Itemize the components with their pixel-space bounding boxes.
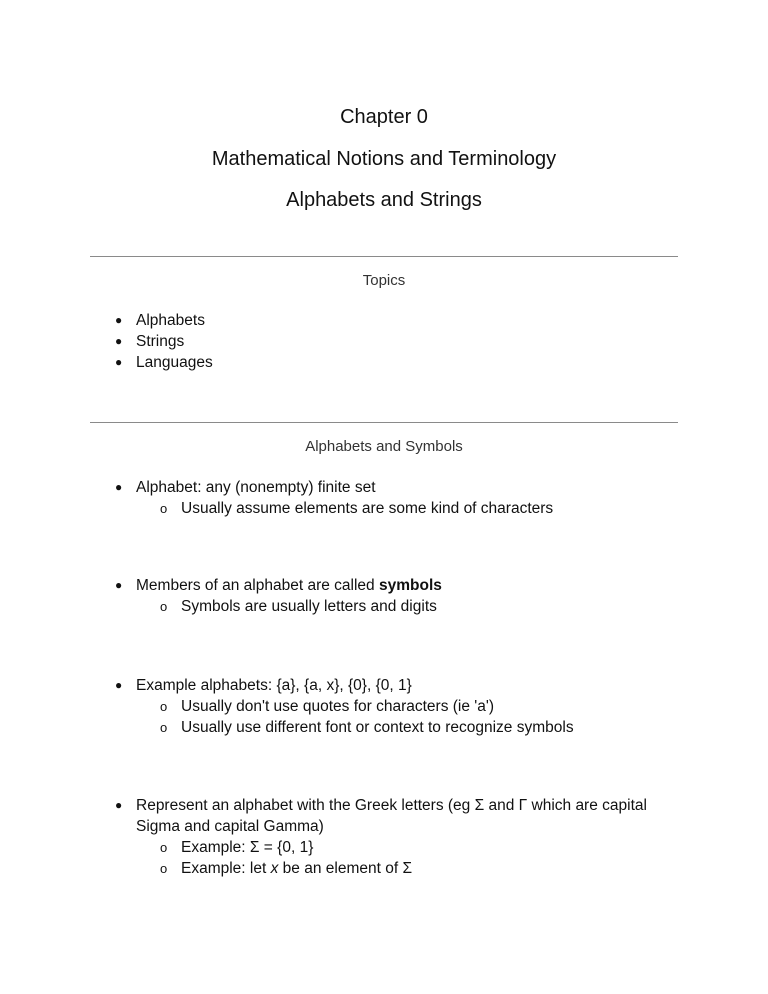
sub-list-item: o Example: Σ = {0, 1} (160, 839, 314, 856)
divider (90, 256, 678, 257)
sub-list-item: o Symbols are usually letters and digits (160, 598, 437, 615)
circle-bullet-icon: o (160, 861, 168, 876)
list-item: ● Example alphabets: {a}, {a, x}, {0}, {0, 1} o Usually don't use quotes for characters (ie 'a') o Usually use different font or context to recognize symbols (136, 675, 666, 738)
list-item: ● Strings (115, 333, 185, 350)
list-item: ● Represent an alphabet with the Greek letters (eg Σ and Γ which are capital Sigma and capital Gamma) o Example: Σ = {0, 1} o Example: let x be an element of Σ (136, 795, 666, 879)
bullet-icon: ● (115, 798, 123, 812)
divider (90, 422, 678, 423)
sub-list-item: o Usually assume elements are some kind of characters (160, 500, 554, 517)
circle-bullet-icon: o (160, 720, 168, 735)
bullet-icon: ● (115, 334, 123, 348)
list-item: ● Alphabets (115, 312, 205, 329)
sub-list-item: o Usually don't use quotes for characters (ie 'a') (160, 698, 494, 715)
circle-bullet-icon: o (160, 840, 168, 855)
list-item: ● Members of an alphabet are called symbols o Symbols are usually letters and digits (136, 575, 666, 617)
list-item: ● Languages (115, 354, 213, 371)
topics-list (115, 310, 213, 373)
circle-bullet-icon: o (160, 599, 168, 614)
bullet-icon: ● (115, 480, 123, 494)
chapter-title: Chapter 0 (340, 106, 428, 128)
bullet-icon: ● (115, 355, 123, 369)
circle-bullet-icon: o (160, 501, 168, 516)
chapter-subtitle: Mathematical Notions and Terminology (211, 148, 557, 170)
bullet-icon: ● (115, 313, 123, 327)
circle-bullet-icon: o (160, 699, 168, 714)
bullet-icon: ● (115, 578, 123, 592)
section-title: Alphabets and Strings (286, 189, 482, 211)
sub-list-item: o Example: let x be an element of Σ (160, 860, 413, 877)
term-symbols: symbols (378, 577, 442, 594)
sub-list-item: o Usually use different font or context to recognize symbols (160, 719, 574, 736)
list-item: ● Alphabet: any (nonempty) finite set o Usually assume elements are some kind of characters (136, 477, 666, 519)
bullet-icon: ● (115, 678, 123, 692)
topics-heading: Topics (362, 272, 406, 289)
alphabets-heading: Alphabets and Symbols (305, 438, 463, 455)
